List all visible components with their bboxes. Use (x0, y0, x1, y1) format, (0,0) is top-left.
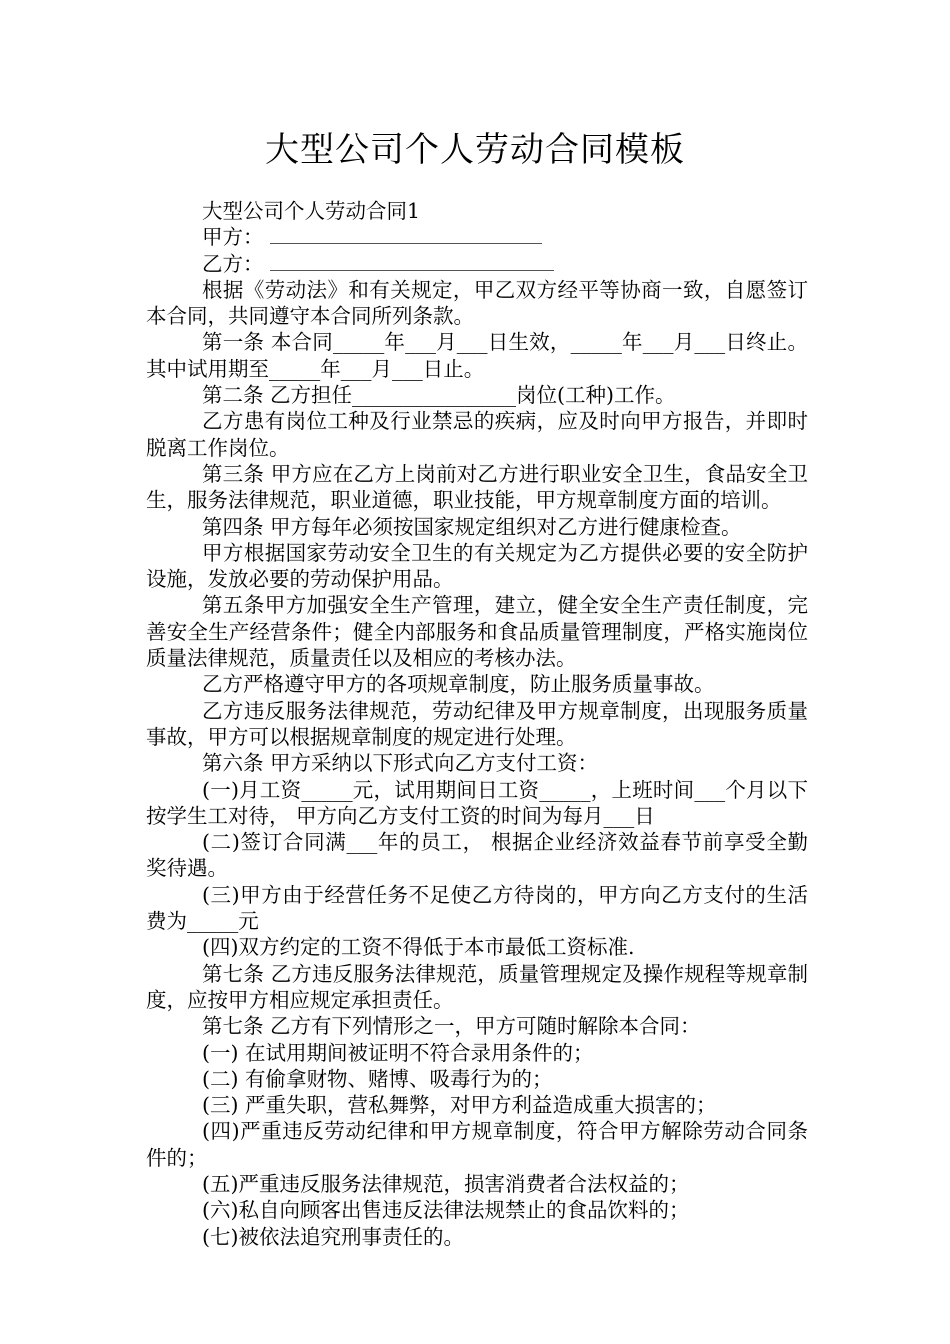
paragraph: (三) 严重失职，营私舞弊，对甲方利益造成重大损害的； (202, 1093, 717, 1118)
paragraph: (三)甲方由于经营任务不足使乙方待岗的，甲方向乙方支付的生活费为_____元 (146, 882, 808, 934)
paragraph: 乙方严格遵守甲方的各项规章制度，防止服务质量事故。 (202, 672, 715, 697)
paragraph: (一)月工资_____元，试用期间日工资_____，上班时间___个月以下按学生工对待， 甲方向乙方支付工资的时间为每月___日 (146, 777, 808, 828)
paragraph: 乙方患有岗位工种及行业禁忌的疾病，应及时向甲方报告，并即时脱离工作岗位。 (146, 409, 808, 460)
paragraph: 甲方根据国家劳动安全卫生的有关规定为乙方提供必要的安全防护设施，发放必要的劳动保护用品。 (146, 540, 808, 592)
party-a-blank (270, 225, 542, 244)
paragraph: 第五条甲方加强安全生产管理，建立，健全安全生产责任制度，完善安全生产经营条件；健全内部服务和食品质量管理制度，严格实施岗位质量法律规范，质量责任以及相应的考核办法。 (146, 593, 808, 671)
paragraph: (六)私自向顾客出售违反法律法规禁止的食品饮料的； (202, 1198, 690, 1223)
party-b-label: 乙方： (202, 251, 264, 276)
party-b-line (146, 251, 808, 277)
paragraph: (五)严重违反服务法律规范，损害消费者合法权益的； (202, 1171, 690, 1196)
paragraph: (二) 有偷拿财物、赌博、吸毒行为的； (202, 1066, 553, 1091)
paragraph: (四)严重违反劳动纪律和甲方规章制度，符合甲方解除劳动合同条件的； (146, 1119, 808, 1170)
paragraph: 第二条 乙方担任________________岗位(工种)工作。 (202, 383, 676, 408)
paragraph: 乙方违反服务法律规范，劳动纪律及甲方规章制度，出现服务质量事故，甲方可以根据规章制度的规定进行处理。 (146, 698, 808, 749)
party-a-label: 甲方： (202, 225, 264, 250)
document-body (146, 198, 808, 1250)
paragraph: 第一条 本合同_____年___月___日生效，_____年___月___日终止。 其中试用期至_____年___月___日止。 (146, 330, 808, 381)
paragraph: 第三条 甲方应在乙方上岗前对乙方进行职业安全卫生，食品安全卫生，服务法律规范，职业道德，职业技能，甲方规章制度方面的培训。 (146, 461, 808, 513)
paragraph: 第四条 甲方每年必须按国家规定组织对乙方进行健康检查。 (202, 514, 742, 539)
party-b-blank (270, 252, 554, 271)
paragraph: 根据《劳动法》和有关规定，甲乙双方经平等协商一致，自愿签订本合同，共同遵守本合同所列条款。 (146, 277, 808, 329)
paragraph: 第七条 乙方违反服务法律规范，质量管理规定及操作规程等规章制度，应按甲方相应规定承担责任。 (146, 961, 808, 1012)
paragraph: (一) 在试用期间被证明不符合录用条件的； (202, 1040, 594, 1065)
paragraph: (七)被依法追究刑事责任的。 (202, 1224, 464, 1249)
paragraph: (二)签订合同满___年的员工， 根据企业经济效益春节前享受全勤奖待遇。 (146, 830, 808, 881)
paragraph: (四)双方约定的工资不得低于本市最低工资标准. (202, 935, 635, 960)
party-a-line (146, 224, 808, 250)
contract-subtitle: 大型公司个人劳动合同1 (202, 199, 421, 223)
paragraph: 第七条 乙方有下列情形之一，甲方可随时解除本合同： (202, 1014, 701, 1039)
document-title: 大型公司个人劳动合同模板 (265, 130, 685, 170)
paragraph: 第六条 甲方采纳以下形式向乙方支付工资： (202, 751, 599, 776)
